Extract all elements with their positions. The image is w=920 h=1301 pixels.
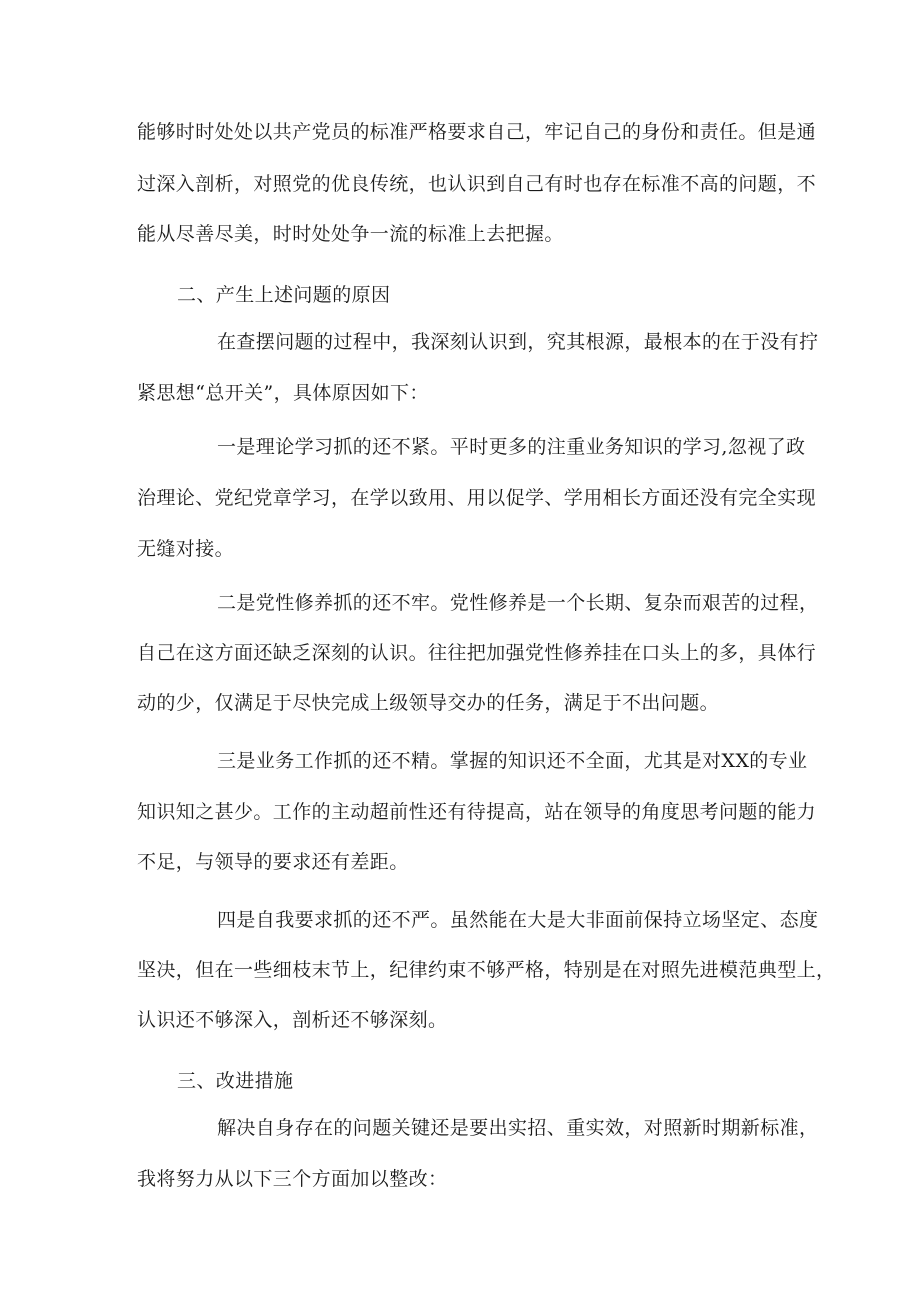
paragraph-4-line-1: 二是党性修养抓的还不牢。党性修养是一个长期、复杂而艰苦的过程，	[217, 592, 819, 614]
paragraph-1-line-1: 能够时时处处以共产党员的标准严格要求自己，牢记自己的身份和责任。但是通	[137, 121, 817, 143]
section-heading-improvements: 三、改进措施	[177, 1070, 294, 1092]
paragraph-3-line-2: 治理论、党纪党章学习，在学以致用、用以促学、学用相长方面还没有完全实现	[137, 487, 817, 509]
paragraph-6-line-3: 认识还不够深入，剖析还不够深刻。	[137, 1009, 448, 1031]
paragraph-7-line-1: 解决自身存在的问题关键还是要出实招、重实效，对照新时期新标准，	[217, 1117, 819, 1139]
paragraph-7-line-2: 我将努力从以下三个方面加以整改：	[137, 1168, 448, 1190]
paragraph-2-line-2: 紧思想“总开关”，具体原因如下：	[137, 382, 429, 404]
paragraph-1-line-3: 能从尽善尽美，时时处处争一流的标准上去把握。	[137, 223, 564, 245]
paragraph-4-line-2: 自己在这方面还缺乏深刻的认识。往往把加强党性修养挂在口头上的多，具体行	[137, 642, 817, 664]
paragraph-4-line-3: 动的少，仅满足于尽快完成上级领导交办的任务，满足于不出问题。	[137, 692, 720, 714]
paragraph-5-line-2: 知识知之甚少。工作的主动超前性还有待提高，站在领导的角度思考问题的能力	[137, 801, 817, 823]
paragraph-6-line-2: 坚决，但在一些细枝末节上，纪律约束不够严格，特别是在对照先进模范典型上，	[137, 959, 836, 981]
paragraph-1-line-2: 过深入剖析，对照党的优良传统，也认识到自己有时也存在标准不高的问题，不	[137, 173, 817, 195]
paragraph-5-line-1: 三是业务工作抓的还不精。掌握的知识还不全面，尤其是对XX的专业	[217, 750, 808, 772]
paragraph-3-line-1: 一是理论学习抓的还不紧。平时更多的注重业务知识的学习,忽视了政	[217, 436, 806, 458]
paragraph-6-line-1: 四是自我要求抓的还不严。虽然能在大是大非面前保持立场坚定、态度	[217, 909, 819, 931]
paragraph-3-line-3: 无缝对接。	[137, 538, 235, 560]
section-heading-causes: 二、产生上述问题的原因	[177, 284, 391, 306]
paragraph-5-line-3: 不足，与领导的要求还有差距。	[137, 851, 409, 873]
paragraph-2-line-1: 在查摆问题的过程中，我深刻认识到，究其根源，最根本的在于没有拧	[217, 331, 819, 353]
